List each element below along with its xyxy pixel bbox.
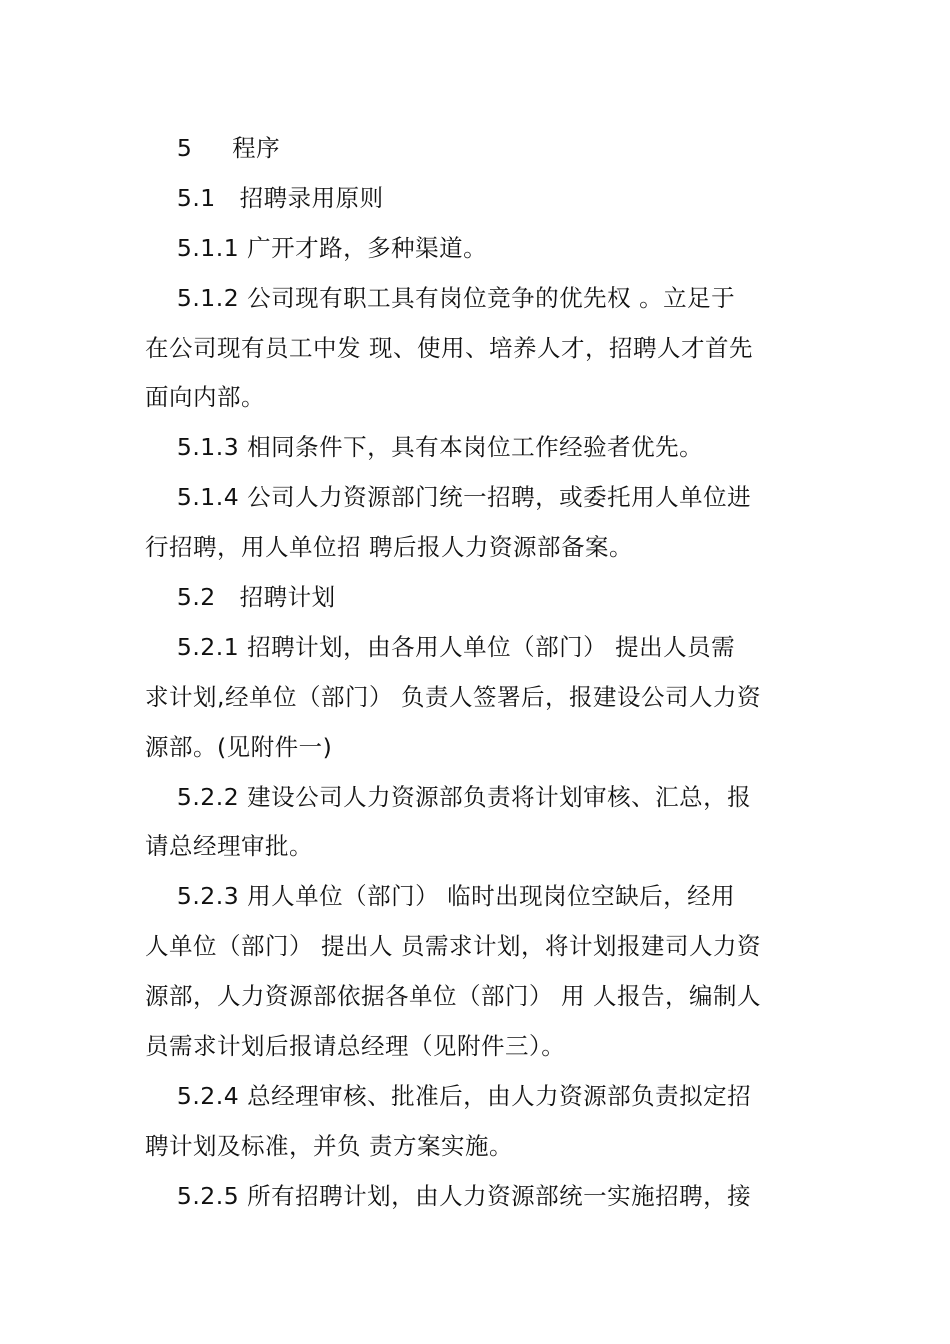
paragraph-5-2-4-line-2: 聘计划及标准，并负 责方案实施。 bbox=[145, 1131, 513, 1160]
heading-5-1-recruitment-principles: 5.1 招聘录用原则 bbox=[145, 183, 384, 212]
paragraph-5-2-4-line-1: 5.2.4 总经理审核、批准后，由人力资源部负责拟定招 bbox=[145, 1081, 752, 1110]
paragraph-5-1-4-line-2: 行招聘，用人单位招 聘后报人力资源部备案。 bbox=[145, 533, 633, 562]
paragraph-5-1-1: 5.1.1 广开才路，多种渠道。 bbox=[145, 233, 488, 262]
paragraph-5-2-3-line-3: 源部，人力资源部依据各单位（部门） 用 人报告，编制人 bbox=[145, 982, 761, 1011]
paragraph-5-2-1-line-3: 源部。(见附件一) bbox=[145, 732, 333, 761]
paragraph-5-2-3-line-2: 人单位（部门） 提出人 员需求计划，将计划报建司人力资 bbox=[145, 932, 761, 961]
paragraph-5-2-5-line-1: 5.2.5 所有招聘计划，由人力资源部统一实施招聘，接 bbox=[145, 1181, 752, 1210]
document-body bbox=[145, 124, 810, 1222]
paragraph-5-2-1-line-2: 求计划,经单位（部门） 负责人签署后，报建设公司人力资 bbox=[145, 682, 761, 711]
paragraph-5-1-2-line-1: 5.1.2 公司现有职工具有岗位竞争的优先权 。立足于 bbox=[145, 283, 736, 312]
heading-5-program: 5 程序 bbox=[145, 134, 281, 162]
paragraph-5-1-2-line-2: 在公司现有员工中发 现、使用、培养人才，招聘人才首先 bbox=[145, 333, 753, 362]
paragraph-5-1-2-line-3: 面向内部。 bbox=[145, 383, 265, 412]
paragraph-5-2-3-line-4: 员需求计划后报请总经理（见附件三）。 bbox=[145, 1032, 566, 1061]
paragraph-5-1-3: 5.1.3 相同条件下，具有本岗位工作经验者优先。 bbox=[145, 433, 704, 462]
paragraph-5-2-1-line-1: 5.2.1 招聘计划，由各用人单位（部门） 提出人员需 bbox=[145, 632, 736, 661]
paragraph-5-2-2-line-1: 5.2.2 建设公司人力资源部负责将计划审核、汇总，报 bbox=[145, 782, 752, 811]
paragraph-5-2-2-line-2: 请总经理审批。 bbox=[145, 832, 313, 861]
heading-5-2-recruitment-plan: 5.2 招聘计划 bbox=[145, 583, 336, 612]
paragraph-5-1-4-line-1: 5.1.4 公司人力资源部门统一招聘，或委托用人单位进 bbox=[145, 483, 752, 512]
paragraph-5-2-3-line-1: 5.2.3 用人单位（部门） 临时出现岗位空缺后，经用 bbox=[145, 882, 736, 911]
